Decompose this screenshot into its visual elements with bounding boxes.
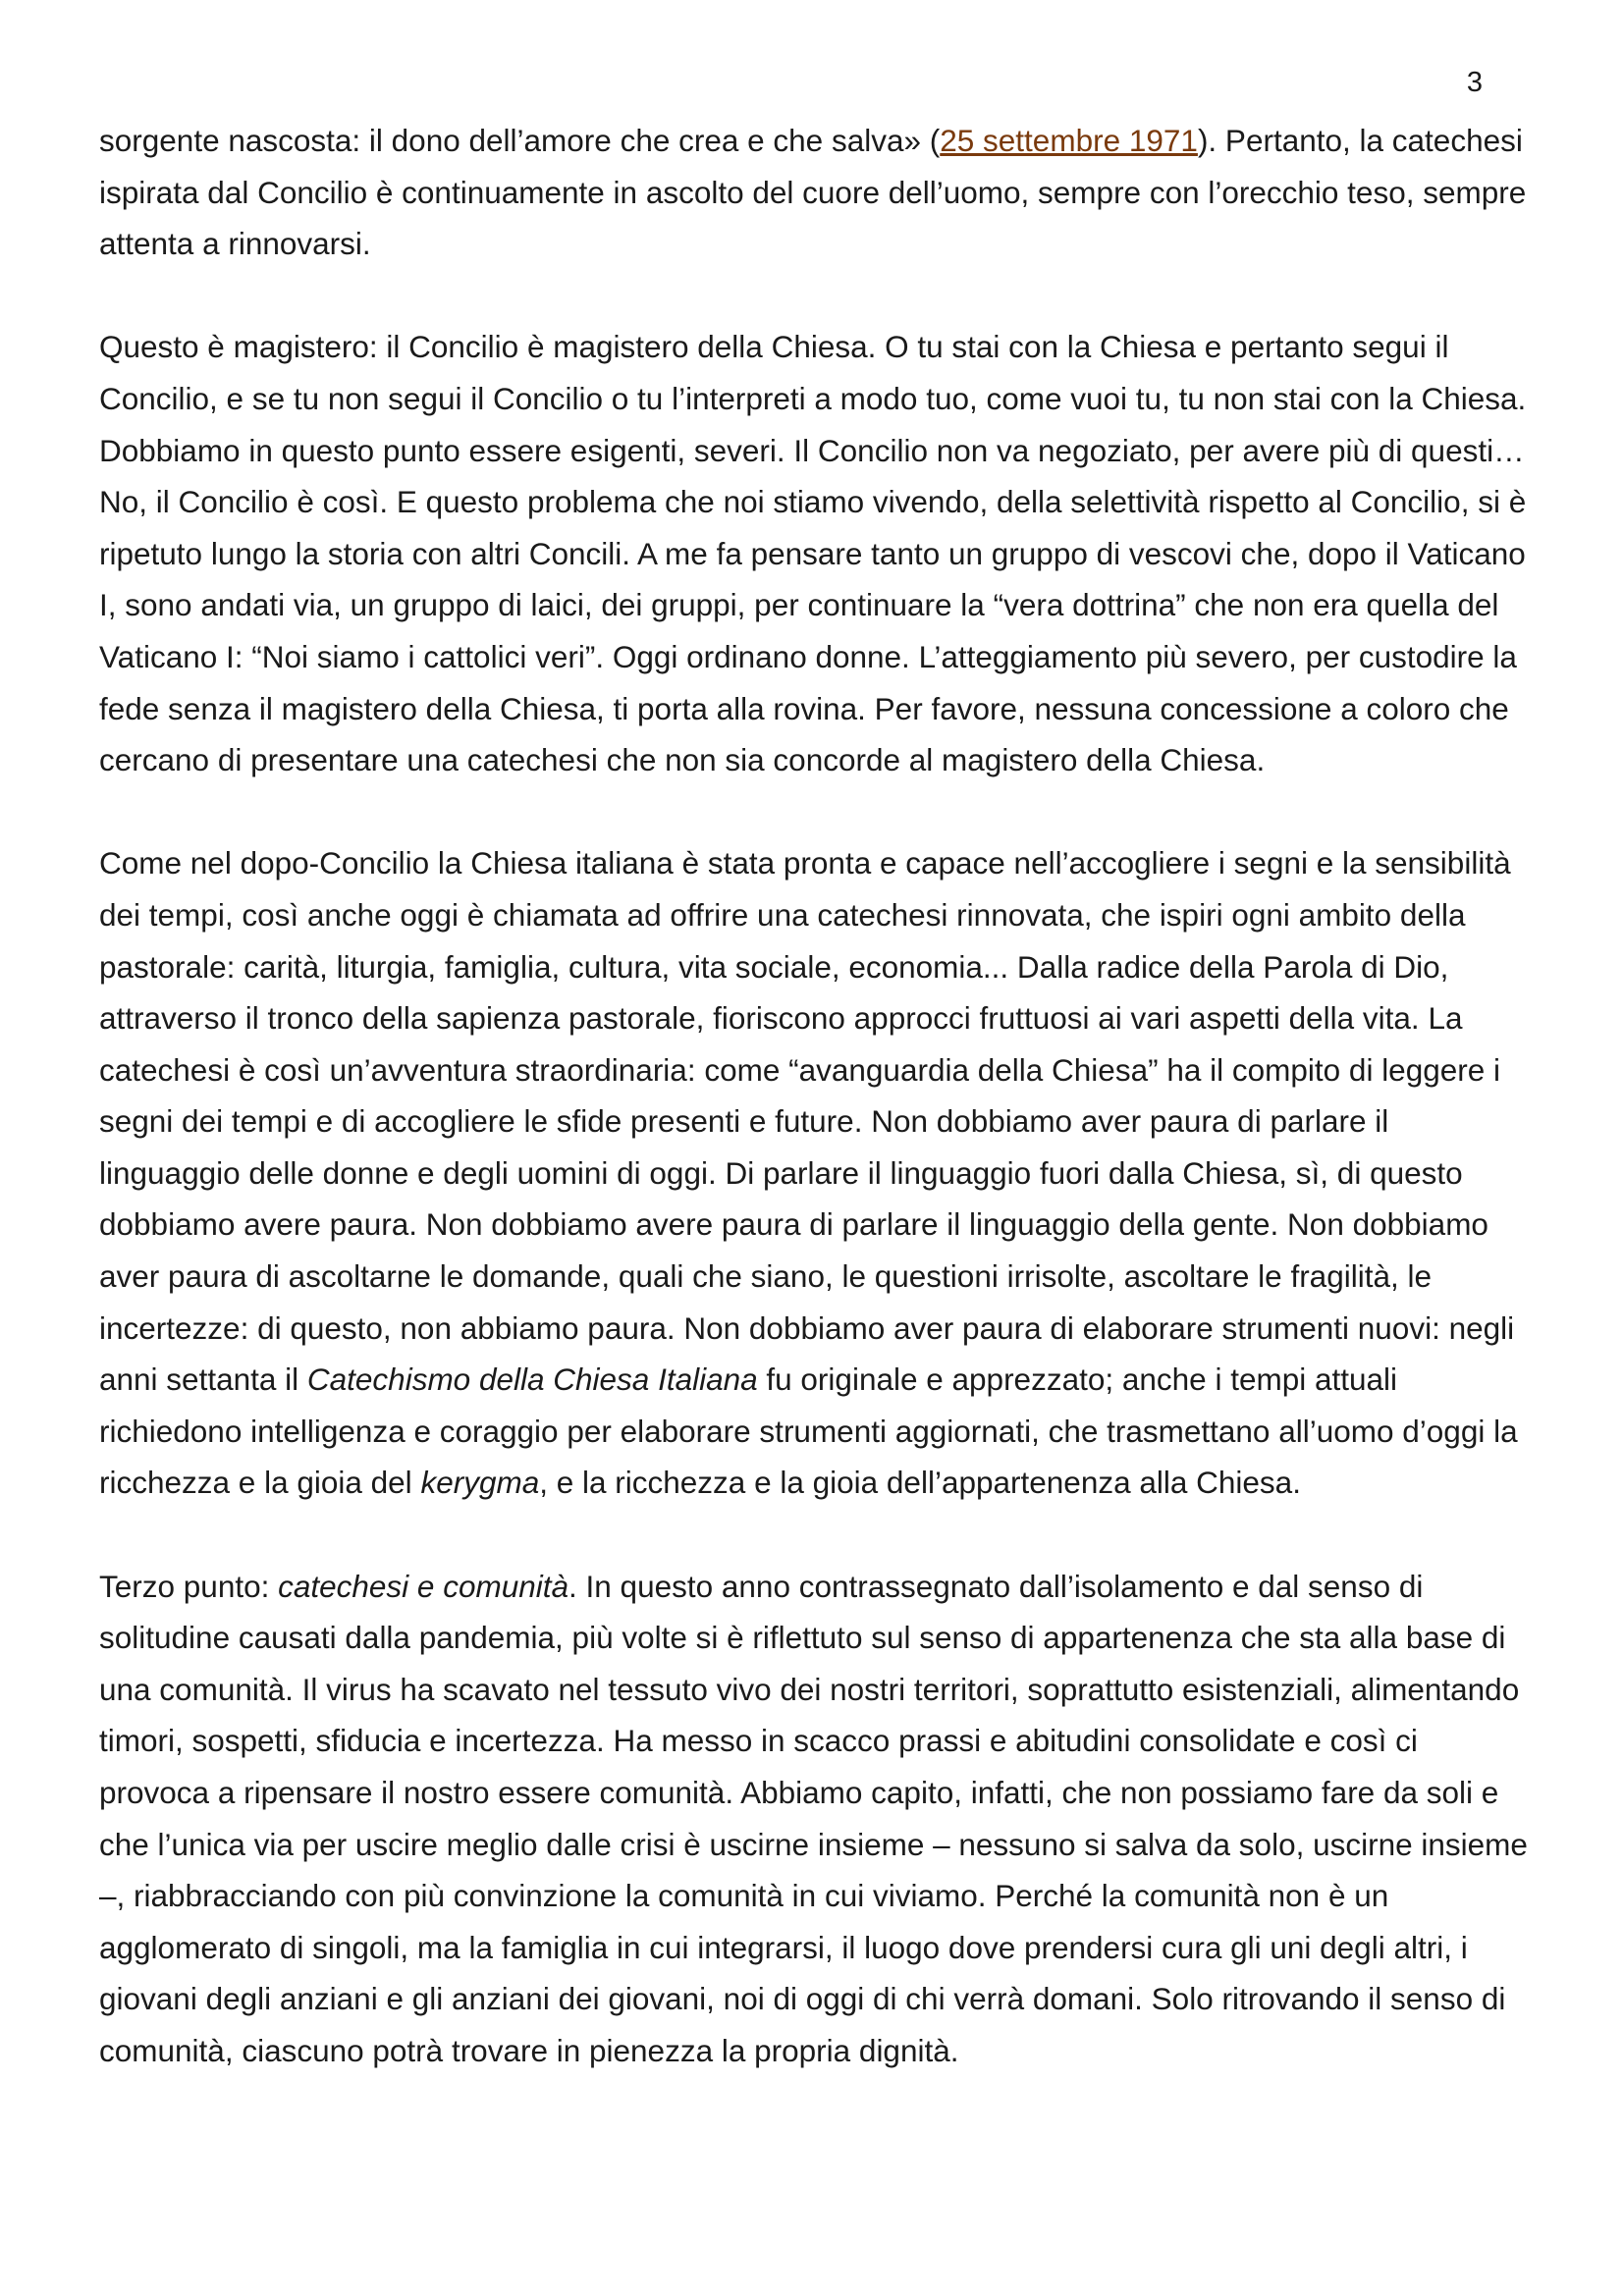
paragraph-1-text-after: ). Pertanto, la catechesi ispirata dal Concilio è continuamente in ascolto del cuore dell’uomo, sempre con l’orecchio teso, sempre attenta a rinnovarsi. (99, 123, 1527, 262)
page-number: 3 (1466, 67, 1483, 98)
paragraph-1-text-before: sorgente nascosta: il dono dell’amore che crea e che salva» ( (99, 123, 941, 158)
paragraph-3-text-1: Come nel dopo-Concilio la Chiesa italiana è stata pronta e capace nell’accogliere i segni e la sensibilità dei tempi, così anche oggi è chiamata ad offrire una catechesi rinnovata, che ispiri ogni ambito della pastorale: carità, liturgia, famiglia, cultura, vita sociale, economia... Dalla radice della Parola di Dio, attraverso il tronco della sapienza pastorale, fioriscono approcci fruttuosi ai vari aspetti della vita. La catechesi è così un’avventura straordinaria: come “avanguardia della Chiesa” ha il compito di leggere i segni dei tempi e di accogliere le sfide presenti e future. Non dobbiamo aver paura di parlare il linguaggio delle donne e degli uomini di oggi. Di parlare il linguaggio fuori dalla Chiesa, sì, di questo dobbiamo avere paura. Non dobbiamo avere paura di parlare il linguaggio della gente. Non dobbiamo aver paura di ascoltarne le domande, quali che siano, le questioni irrisolte, ascoltare le fragilità, le incertezze: di questo, non abbiamo paura. Non dobbiamo aver paura di elaborare strumenti nuovi: negli anni settanta il (99, 845, 1515, 1398)
section-heading-italic: catechesi e comunità (278, 1568, 569, 1604)
paragraph-4-text-2: . In questo anno contrassegnato dall’isolamento e dal senso di solitudine causati dalla pandemia, più volte si è riflettuto sul senso di appartenenza che sta alla base di una comunità. Il virus ha scavato nel tessuto vivo dei nostri territori, soprattutto esistenziali, alimentando timori, sospetti, sfiducia e incertezza. Ha messo in scacco prassi e abitudini consolidate e così ci provoca a ripensare il nostro essere comunità. Abbiamo capito, infatti, che non possiamo fare da soli e che l’unica via per uscire meglio dalle crisi è uscirne insieme – nessuno si salva da solo, uscirne insieme –, riabbracciando con più convinzione la comunità in cui viviamo. Perché la comunità non è un agglomerato di singoli, ma la famiglia in cui integrarsi, il luogo dove prendersi cura gli uni degli altri, i giovani degli anziani e gli anziani dei giovani, noi di oggi di chi verrà domani. Solo ritrovando il senso di comunità, ciascuno potrà trovare in pienezza la propria dignità. (99, 1568, 1528, 2068)
date-link[interactable]: 25 settembre 1971 (940, 123, 1198, 158)
kerygma-term: kerygma (420, 1465, 540, 1501)
paragraph-2: Questo è magistero: il Concilio è magistero della Chiesa. O tu stai con la Chiesa e pertanto segui il Concilio, e se tu non segui il Concilio o tu l’interpreti a modo tuo, come vuoi tu, tu non stai con la Chiesa. Dobbiamo in questo punto essere esigenti, severi. Il Concilio non va negoziato, per avere più di questi… No, il Concilio è così. E questo problema che noi stiamo vivendo, della selettività rispetto al Concilio, si è ripetuto lungo la storia con altri Concili. A me fa pensare tanto un gruppo di vescovi che, dopo il Vaticano I, sono andati via, un gruppo di laici, dei gruppi, per continuare la “vera dottrina” che non era quella del Vaticano I: “Noi siamo i cattolici veri”. Oggi ordinano donne. L’atteggiamento più severo, per custodire la fede senza il magistero della Chiesa, ti porta alla rovina. Per favore, nessuna concessione a coloro che cercano di presentare una catechesi che non sia concorde al magistero della Chiesa. (99, 329, 1527, 778)
paragraph-3 (99, 837, 1533, 1509)
paragraph-3-text-3: , e la ricchezza e la gioia dell’appartenenza alla Chiesa. (539, 1465, 1301, 1501)
paragraph-4 (99, 1561, 1533, 2077)
paragraph-1 (99, 115, 1533, 270)
paragraph-3-text-2: fu originale e apprezzato; anche i tempi attuali richiedono intelligenza e coraggio per elaborare strumenti aggiornati, che trasmettano all’uomo d’oggi la ricchezza e la gioia del (99, 1362, 1518, 1501)
document-body (99, 115, 1533, 2077)
paragraph-4-text-1: Terzo punto: (99, 1568, 279, 1604)
catechism-title: Catechismo della Chiesa Italiana (306, 1362, 758, 1398)
